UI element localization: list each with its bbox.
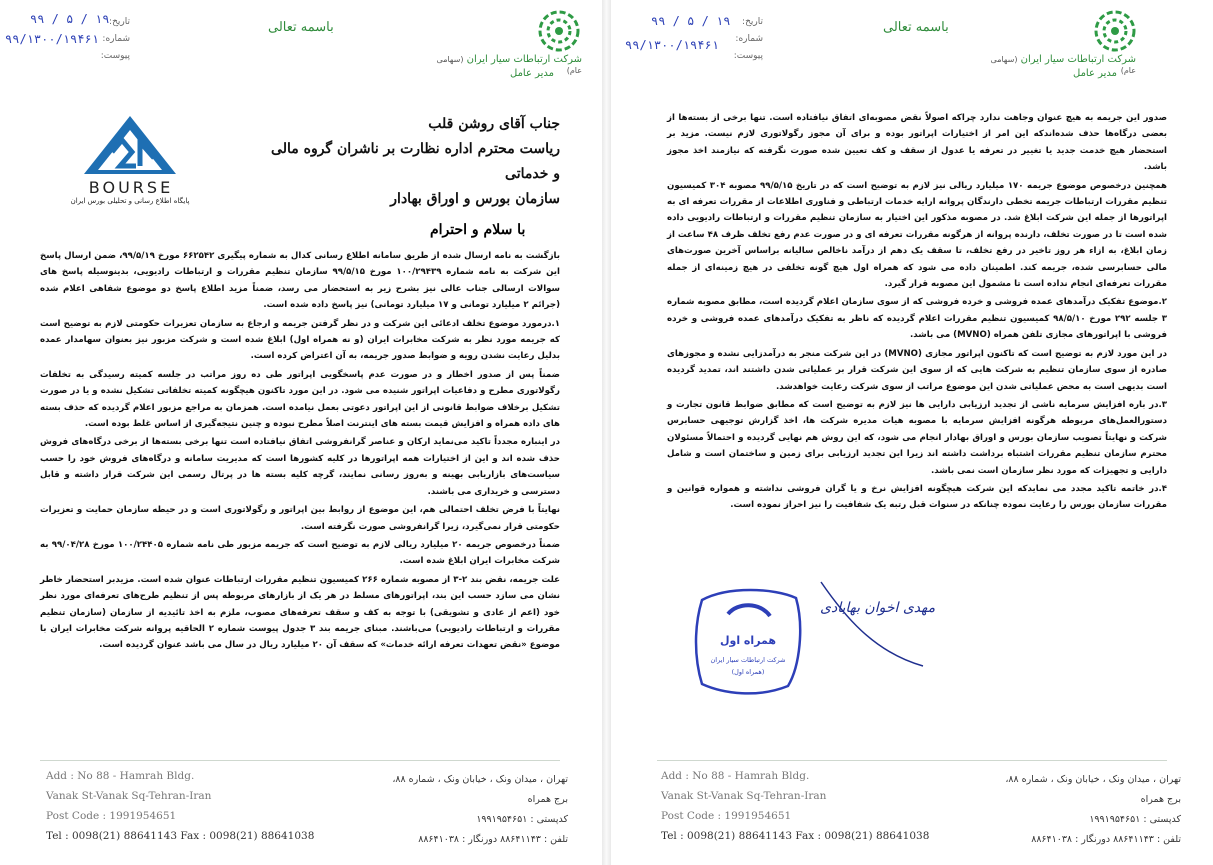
handwritten-date: ۹۹ / ۵ / ۱۹ bbox=[30, 12, 110, 26]
footer-address-fa: تهران ، میدان ونک ، خیابان ونک ، شماره ۸۸، برج همراه کدپستی : ۱۹۹۱۹۵۴۶۵۱ تلفن : ۸۸۶۴۱۱۴۳ دورنگار : ۸۸۶۴۱۰۳۸ bbox=[392, 774, 568, 845]
footer-divider bbox=[657, 760, 1167, 761]
handwritten-date: ۹۹ / ۵ / ۱۹ bbox=[651, 14, 731, 28]
manager-title: مدیر عامل bbox=[510, 68, 555, 79]
bourse-subtitle: پایگاه اطلاع رسانی و تحلیلی بورس ایران bbox=[70, 197, 190, 205]
letter-body bbox=[40, 248, 560, 656]
letter-body bbox=[667, 110, 1167, 516]
paragraph: همچنین درخصوص موضوع جریمه ۱۷۰ میلیارد ریالی نیز لازم به توضیح است که در تاریخ ۹۹/۵/۱۵ مصوبه ۳۰۴ کمیسیون تنظیم مقررات ارتباطات جریمه تخطی دارندگان پروانه ارایه خدمات ارتباطی و فناوری اطلاعات از مقررات تعرفه ای به اپراتورها از جمله این شرکت ابلاغ شد. در مصوبه مذکور این اختیار به سازمان تنظیم مقررات و ارتباطات رادیویی داده شده است تا در صورت تخلف، دارنده پروانه از هرگونه مقررات تعرفه ای و در صورت عدم رفع تخلف ظرف ۴۸ ساعت از زمان ابلاغ، به ازاء هر روز تاخیر در رفع تخلف، تا سقف یک دهم از درآمد ناخالص سالیانه براساس آخرین صورت‌های مالی حسابرسی شده، جریمه کند. اطمینان داده می شود که همراه اول هیچ گونه تخلفی در هیچ زمینه‌ای از جمله مقررات تعرفه‌ای انجام نداده است تا مشمول این مصوبه قرار گیرد. bbox=[667, 180, 1168, 290]
bourse-name: BOURSE bbox=[88, 178, 174, 197]
greeting: با سلام و احترام bbox=[430, 222, 526, 238]
letter-meta: تاریخ: شماره: پیوست: bbox=[733, 17, 763, 61]
addressee-line: سازمان بورس و اوراق بهادار bbox=[390, 191, 560, 207]
stamp-brand: همراه اول bbox=[719, 634, 777, 647]
basmele-heading: باسمه تعالی bbox=[268, 20, 334, 35]
footer-address-en: Add : No 88 - Hamrah Bldg. Vanak St-Vanak Sq-Tehran-Iran Post Code : 1991954651 Tel : 0098(21) 88641143 Fax : 0098(21) 88641038 bbox=[661, 770, 930, 842]
paragraph: در اینباره مجدداً تاکید می‌نماید ارکان و عناصر گرانفروشی اتفاق نیافتاده است تنها برخی بسته‌ها از برخی درگاه‌های فروش حذف شده اند و این از اختیارات همه اپراتورها در کلیه کشورها است که مدیریت سامانه و درگاه‌های فروش خود را حسب سیاست‌های بازاریابی بهینه و به‌روز رسانی نمایند، گرچه کلیه بسته ها در پرتال رسمی این شرکت قرار داشته و قابل دسترسی و خریداری می باشند. bbox=[40, 437, 560, 497]
stamp-line: (همراه اول) bbox=[731, 668, 765, 676]
addressee-line: جناب آقای روشن قلب bbox=[428, 116, 560, 132]
paragraph: بازگشت به نامه ارسال شده از طریق سامانه اطلاع رسانی کدال به شماره پیگیری ۶۶۲۵۴۲ مورخ ۹۹/۵/۱۹، ضمن ارسال پاسخ این شرکت به نامه شماره ۱۰۰/۲۹۴۳۹ مورخ ۹۹/۵/۱۵ سازمان تنظیم مقررات و ارتباطات رادیویی، بدینوسیله پاسخ های سوالات ارسالی جناب عالی نیز بشرح زیر به استحضار می رسد، ضمناً مزید اطلاع پاسخ دو موضوع شفاهی اعلام شده (جرائم ۲ میلیارد تومانی و ۱۷ میلیارد تومانی) نیز پاسخ داده شده است. bbox=[40, 251, 560, 311]
mci-logo-icon bbox=[537, 10, 581, 52]
paragraph: ۴.در خاتمه تاکید مجدد می نمایدکه این شرکت هیچگونه افزایش نرخ و یا گران فروشی نداشته و همواره قوانین و مقررات سازمان بورس را رعایت نموده چنانکه در سنوات قبل رتبه یک شفافیت را نیز احراز نموده است. bbox=[667, 483, 1167, 511]
footer-divider bbox=[40, 760, 560, 761]
paragraph: ۳.در باره افزایش سرمایه ناشی از تجدید ارزیابی دارایی ها نیز لازم به توضیح است که مطابق ضوابط قانون تجارت و دستورالعمل‌های مربوطه هرگونه افزایش سرمایه با مصوبه هیات مدیره شرکت ها، اخذ گزارش توجیهی حسابرس شرکت و نهایتاً تصویب سازمان بورس و اوراق بهادار انجام می شود، که این روش هم نهایی گردیده و احتمالاً مسئولان محترم سازمان تنظیم مقررات اشتباه برداشت داشته اند زیرا این تجدید ارزیابی برای زمین و ساختمان است و شامل دارایی و تجهیزات که مورد نظر سازمان است نمی باشد. bbox=[667, 399, 1167, 476]
paragraph: ضمناً پس از صدور اخطار و در صورت عدم پاسخگویی اپراتور طی ده روز مراتب در جلسه کمیته رسیدگی به تخلفات رگولاتوری مطرح و دفاعیات اپراتور شنیده می شود. در این مورد تاکنون هیچگونه کمیته تخلفاتی تشکیل نشده و یا در صورت تشکیل برخلاف ضوابط قانونی از این اپراتور دعوتی بعمل نیامده است. همزمان به مراجع مزبور اعلام گردیده که حذف بسته های داده همراه و افزایش قیمت بسته های اینترنت اصلاً مطرح نبوده و چنین نتیجه‌گیری از اساس غلط بوده است. bbox=[40, 369, 560, 430]
addressee-block bbox=[260, 112, 560, 212]
handwritten-number: ۹۹/۱۳۰۰/۱۹۴۶۱ bbox=[625, 38, 719, 52]
basmele-heading: باسمه تعالی bbox=[883, 20, 949, 35]
company-name: شرکت ارتباطات سیار ایران (سهامی عام) bbox=[436, 54, 582, 75]
paragraph: ۲.موضوع تفکیک درآمدهای عمده فروشی و خرده فروشی که از سوی سازمان اعلام گردیده است، مطابق مصوبه شماره ۳ جلسه ۲۹۲ مورخ ۹۸/۵/۱۰ کمیسیون تنظیم مقررات اعلام گردیده که ناظر به تفکیک درآمدهای عمده فروشی و خرده فروشی با اپراتورهای مجازی تلفن همراه (MVNO) می باشد. bbox=[667, 297, 1167, 341]
manager-title: مدیر عامل bbox=[1073, 68, 1118, 79]
addressee-line: ریاست محترم اداره نظارت بر ناشران گروه مالی و خدماتی bbox=[271, 141, 560, 182]
handwritten-number: ۹۹/۱۳۰۰/۱۹۴۶۱ bbox=[5, 32, 99, 46]
paragraph: ۱.درمورد موضوع تخلف ادعائی این شرکت و در نظر گرفتن جریمه و ارجاع به سازمان تعزیرات حکومتی لازم به توضیح است که جریمه مورد نظر به شرکت مخابرات ایران (و نه همراه اول) ابلاغ شده است و شرکت مزبور نیز بعنوان سهامدار عمده بدلیل رعایت نشدن رویه و ضوابط صدور جریمه، به آن اعتراض کرده است. bbox=[40, 318, 560, 362]
paragraph: ضمناً درخصوص جریمه ۲۰ میلیارد ریالی لازم به توضیح است که جریمه مزبور طی نامه شماره ۱۰۰/۲۴۴۰۵ مورخ ۹۹/۰۴/۲۸ به شرکت مخابرات ایران ابلاغ شده است. bbox=[40, 539, 560, 567]
paragraph: علت جریمه، نقض بند ۲-۳ از مصوبه شماره ۲۶۶ کمیسیون تنظیم مقررات ارتباطات عنوان شده است. مزیدبر استحضار خاطر نشان می سازد حسب این بند، اپراتورهای مسلط در هر یک از بازارهای مربوطه پس از تنظیم طرح‌های تعرفه‌ای مورد نظر خود (اعم از عادی و تشویقی) با توجه به کف و سقف تعرفه‌های مصوب، ملزم به اخذ تائیدیه از سازمان (سازمان تنظیم مقررات و ارتباطات رادیویی) می‌باشند. مبنای جریمه بند ۳ جدول پیوست شماره ۲ الحاقیه پروانه شرکت مخابرات ایران با موضوع «نقض تعهدات تعرفه ارائه خدمات» که سقف آن ۲۰ میلیارد ریال در سال می باشد عنوان گردیده است. bbox=[40, 574, 561, 651]
signature: مهدی اخوان بهابادی bbox=[820, 600, 936, 616]
footer-address-en: Add : No 88 - Hamrah Bldg. Vanak St-Vanak Sq-Tehran-Iran Post Code : 1991954651 Tel : 0098(21) 88641143 Fax : 0098(21) 88641038 bbox=[46, 770, 315, 842]
paragraph: نهایتاً با فرض تخلف احتمالی هم، این موضوع از روابط بین اپراتور و رگولاتوری است و در حیطه سازمان حمایت و تعزیرات حکومتی قرار نمی‌گیرد، زیرا گرانفروشی صورت نگرفته است. bbox=[40, 505, 560, 532]
paragraph: صدور این جریمه به هیچ عنوان وجاهت ندارد چراکه اصولاً نقض مصوبه‌ای اتفاق نیافتاده است. تنها برخی از بسته‌ها از بعضی درگاه‌ها حذف شده‌اندکه این امر از اختیارات اپراتور بوده و برای آن مجوز رگولاتوری لازم نیست. مزید بر استحضار هیچ خدمت جدید یا تغییر در تعرفه یا عدول از سقف و کف تعیین شده صورت نگرفته که نیازمند اخذ مجوز باشد. bbox=[667, 113, 1167, 173]
stamp-line: شرکت ارتباطات سیار ایران bbox=[710, 656, 786, 664]
company-name: شرکت ارتباطات سیار ایران (سهامی عام) bbox=[990, 54, 1136, 75]
letter-page-2 bbox=[611, 0, 1213, 865]
letter-page-1 bbox=[0, 0, 602, 865]
footer-address-fa: تهران ، میدان ونک ، خیابان ونک ، شماره ۸۸، برج همراه کدپستی : ۱۹۹۱۹۵۴۶۵۱ تلفن : ۸۸۶۴۱۱۴۳ دورنگار : ۸۸۶۴۱۰۳۸ bbox=[1005, 774, 1181, 845]
mci-logo-icon bbox=[1093, 10, 1137, 52]
paragraph: در این مورد لازم به توضیح است که تاکنون اپراتور مجازی (MVNO) در این شرکت منجر به درآمدزایی نشده و مجوزهای صادره از سوی سازمان تنظیم به شرکت هایی که از سوی این شرکت قرار بر عملیاتی شدن داشتند اند، تمدید گردیده است بدیهی است به محض عملیاتی شدن این موضوع مراتب از سوی شرکت رعایت خواهدشد. bbox=[667, 348, 1167, 392]
page-gutter bbox=[602, 0, 611, 865]
letter-meta: تاریخ: شماره: پیوست: bbox=[100, 17, 130, 61]
company-stamp bbox=[688, 582, 808, 700]
signature-stroke bbox=[813, 574, 936, 674]
